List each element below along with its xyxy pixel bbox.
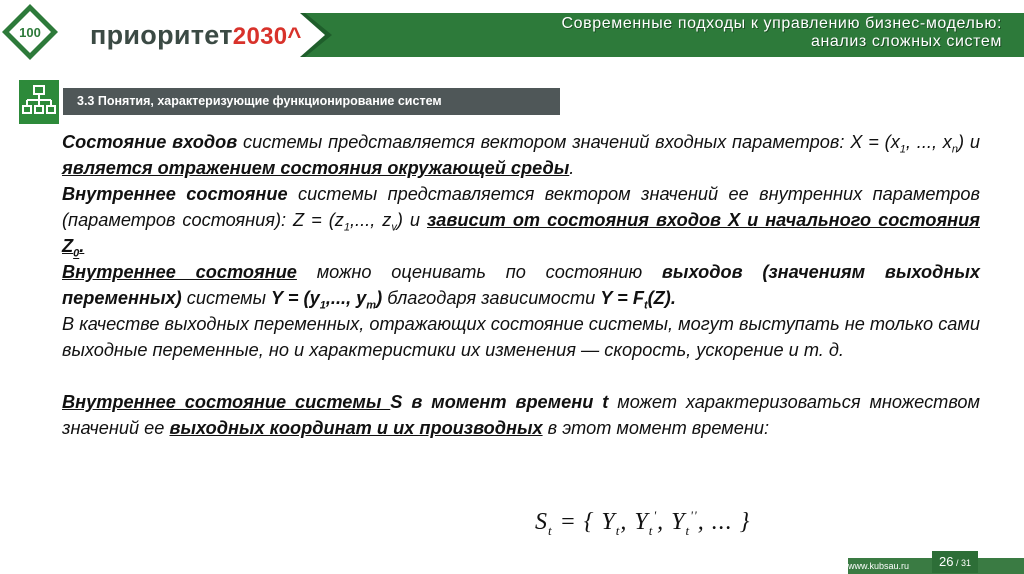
term-inputs-state: Состояние входов <box>62 132 238 152</box>
emphasis: (Z). <box>647 288 676 308</box>
brand-year: 2030 <box>232 23 288 50</box>
brand-mark: ^ <box>287 23 302 50</box>
formula-symbol: , Y <box>620 509 649 535</box>
emphasis: выходных координат и их производных <box>169 418 543 438</box>
paragraph-inputs <box>62 129 980 181</box>
formula-subscript: t <box>615 522 621 538</box>
state-formula <box>535 508 835 548</box>
formula-symbol: S <box>535 509 548 535</box>
footer-site[interactable]: www.kubsau.ru <box>848 561 910 571</box>
page-total: 31 <box>960 558 971 568</box>
subscript: m <box>366 299 377 312</box>
emphasis: ) <box>376 288 383 308</box>
formula-superscript: '' <box>690 508 698 523</box>
emphasis: ,..., y <box>325 288 367 308</box>
formula-text: , ... } <box>697 509 751 535</box>
brand-main: приоритет <box>90 20 233 50</box>
text: ) и <box>396 210 427 230</box>
text: может характеризоваться множеством значений ее <box>62 392 980 438</box>
page-title <box>402 15 1002 51</box>
badge-text: 100 <box>19 25 41 40</box>
emphasis: Y = F <box>600 288 644 308</box>
text: X <box>850 132 863 152</box>
page-number <box>932 551 978 573</box>
subscript: 1 <box>319 299 326 312</box>
title-line-1: Современные подходы к управлению бизнес-моделью: <box>561 15 1002 32</box>
section-bar <box>63 88 560 115</box>
slide-body <box>62 129 980 441</box>
text: . <box>569 158 575 178</box>
section-label: 3.3 Понятия, характеризующие функционирование систем <box>77 94 442 108</box>
paragraph-output-variables: В качестве выходных переменных, отражающих состояние системы, могут выступать не только сами выходные переменные, но и характеристики их изменения — скорость, ускорение и т. д. <box>62 314 980 360</box>
emphasis: зависит от состояния входов X и начального состояния Z <box>62 210 980 256</box>
formula-subscript: t <box>685 522 691 538</box>
subscript: t <box>643 299 648 312</box>
text: в этот момент времени: <box>542 418 770 438</box>
subscript: n <box>951 143 959 156</box>
text: благодаря зависимости <box>382 288 601 308</box>
emphasis: Y = (y <box>271 288 320 308</box>
formula-symbol: , Y <box>657 509 686 535</box>
paragraph-internal-state <box>62 181 980 259</box>
emphasis: S в момент времени t <box>390 392 609 412</box>
formula-subscript: t <box>548 522 553 538</box>
text: = (z <box>304 210 344 230</box>
emphasis: является отражением состояния окружающей среды <box>62 158 570 178</box>
brand-logo <box>90 20 302 50</box>
formula-subscript: t <box>648 522 654 538</box>
formula-text: = { <box>552 509 602 535</box>
text: ) и <box>958 132 981 152</box>
emphasis: . <box>79 236 85 256</box>
text: системы представляется вектором значений ее внутренних параметров (параметров состояния): <box>62 184 981 230</box>
subscript: 1 <box>899 143 906 156</box>
emphasis: Внутреннее состояние системы <box>62 392 391 412</box>
text: системы представляется вектором значений входных параметров: <box>237 132 851 152</box>
text: системы <box>181 288 272 308</box>
page-current: 26 <box>939 554 954 569</box>
title-line-2: анализ сложных систем <box>811 33 1002 50</box>
paragraph-state-at-time <box>62 389 980 441</box>
text: можно оценивать по состоянию <box>296 262 662 282</box>
text: Z <box>293 210 305 230</box>
emphasis: выходов (значениям выходных переменных) <box>62 262 980 308</box>
hierarchy-icon <box>19 80 59 124</box>
subscript: 1 <box>343 221 350 234</box>
formula-symbol: Y <box>601 509 616 535</box>
text: , ..., x <box>905 132 952 152</box>
formula-superscript: ' <box>653 508 658 523</box>
subscript: v <box>391 221 397 234</box>
anniversary-badge-icon <box>0 2 60 62</box>
text: = (x <box>862 132 900 152</box>
page-separator: / <box>953 558 961 568</box>
term-internal-state: Внутреннее состояние <box>62 184 288 204</box>
subscript: 0 <box>73 247 80 260</box>
text: ,..., z <box>350 210 392 230</box>
spacer <box>62 363 980 389</box>
term-internal-state: Внутреннее состояние <box>62 262 297 282</box>
paragraph-outputs <box>62 259 980 311</box>
